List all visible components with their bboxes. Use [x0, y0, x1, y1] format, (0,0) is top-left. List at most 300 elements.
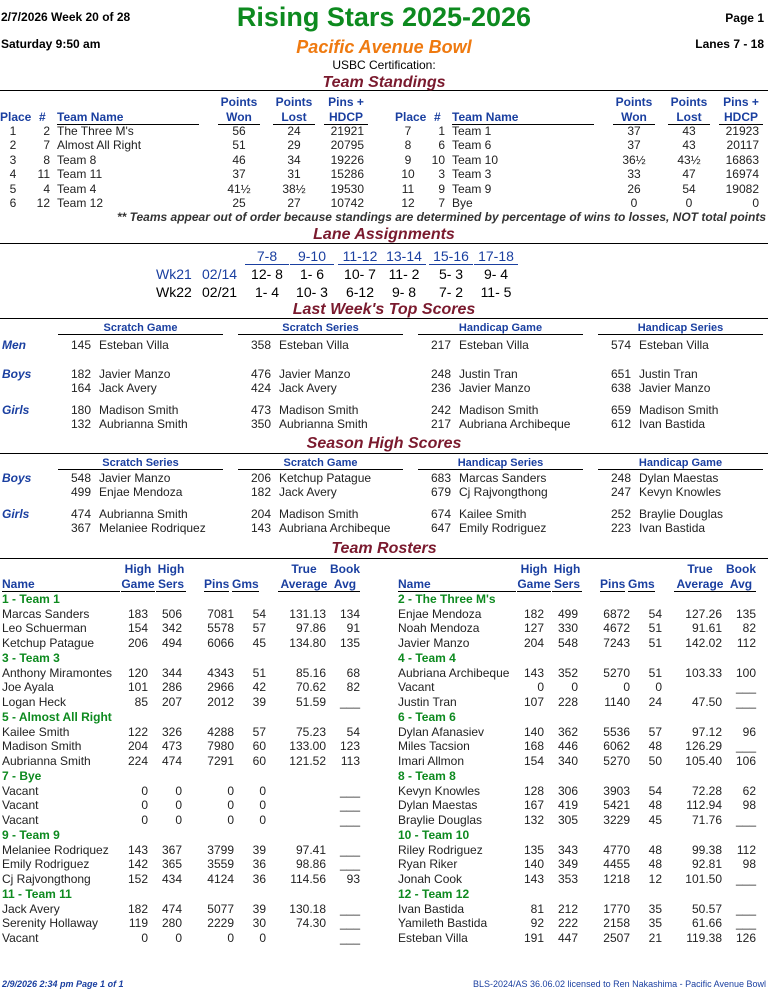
roster-player-name: Ketchup Patague [2, 635, 95, 650]
roster-book-average: ___ [735, 916, 756, 931]
roster-team-name: 2 - The Three M's [398, 592, 496, 606]
roster-player-name: Vacant [2, 930, 39, 945]
roster-book-average: 98 [742, 857, 756, 872]
col-header-book-average: Avg [330, 577, 360, 592]
lane-matchup: 10- 7 [344, 266, 376, 282]
score-value: 164 [70, 381, 91, 396]
lane-matchup: 7- 2 [438, 284, 464, 300]
roster-high-game: 167 [523, 798, 544, 813]
col-header-points-won: Points [615, 95, 653, 109]
roster-pins: 1770 [603, 901, 630, 916]
roster-games: 0 [259, 798, 266, 813]
standing-team-name: Team 8 [57, 152, 97, 167]
score-value: 358 [250, 338, 271, 352]
roster-pins: 4124 [207, 871, 234, 886]
standing-points-won: 37 [232, 167, 246, 182]
roster-player-name: Vacant [398, 680, 435, 695]
col-header-pins-hdcp: Pins + [328, 95, 364, 109]
roster-true-average: 71.76 [691, 812, 722, 827]
score-column-header: Scratch Series [58, 457, 223, 470]
roster-team-name: 5 - Almost All Right [2, 710, 112, 724]
roster-high-series: 474 [161, 753, 182, 768]
roster-pins: 4455 [603, 857, 630, 872]
roster-pins: 2229 [207, 916, 234, 931]
standing-team-name: Almost All Right [57, 138, 142, 153]
roster-pins: 1140 [604, 694, 630, 709]
bowler-name: Justin Tran [639, 367, 698, 381]
roster-true-average: 119.38 [686, 930, 722, 945]
bowler-name: Aubrianna Smith [99, 417, 188, 432]
roster-high-series: 446 [557, 739, 578, 754]
roster-book-average: 112 [736, 635, 756, 650]
roster-book-average: 100 [735, 665, 756, 680]
col-header-team: Team Name [57, 110, 199, 125]
roster-true-average: 103.33 [685, 665, 722, 680]
roster-book-average: 96 [742, 724, 756, 739]
roster-player-name: Serenity Hollaway [2, 916, 99, 931]
score-value: 236 [430, 381, 451, 396]
standing-pins-hdcp: 21923 [725, 124, 759, 138]
lane-matchup: 10- 3 [296, 284, 328, 300]
bowler-name: Madison Smith [279, 403, 359, 417]
score-column-header: Scratch Game [58, 322, 223, 335]
roster-high-series: 473 [161, 739, 182, 754]
roster-book-average: ___ [339, 930, 360, 945]
page-number: Page 1 [725, 11, 764, 25]
bowler-name: Madison Smith [639, 403, 719, 417]
standing-points-lost: 24 [287, 124, 301, 138]
roster-high-series: 286 [161, 680, 182, 695]
roster-pins: 5421 [603, 798, 630, 813]
roster-pins: 2012 [207, 694, 234, 709]
section-title-season: Season High Scores [306, 435, 462, 452]
roster-book-average: ___ [735, 680, 756, 695]
roster-pins: 5270 [603, 753, 630, 768]
roster-games: 60 [252, 753, 266, 768]
standing-points-won: 26 [627, 181, 641, 196]
score-value: 182 [70, 367, 91, 381]
roster-pins: 2507 [603, 930, 630, 945]
roster-book-average: ___ [339, 857, 360, 872]
standing-points-lost: 31 [287, 167, 301, 182]
roster-player-name: Noah Mendoza [398, 621, 480, 636]
roster-true-average: 98.86 [295, 857, 326, 872]
roster-team-name: 4 - Team 4 [398, 651, 456, 665]
roster-high-game: 182 [523, 606, 544, 621]
col-header-pins: Pins [600, 577, 626, 591]
roster-games: 42 [252, 680, 266, 695]
bowler-name: Justin Tran [459, 367, 518, 381]
roster-player-name: Esteban Villa [398, 930, 468, 945]
roster-high-series: 353 [557, 871, 578, 886]
roster-player-name: Dylan Maestas [398, 798, 478, 813]
bowler-name: Ketchup Patague [279, 471, 372, 485]
lane-matchup: 9- 8 [391, 284, 417, 300]
score-value: 647 [430, 521, 451, 536]
roster-high-series: 506 [161, 606, 182, 621]
roster-games: 50 [648, 753, 662, 768]
standing-team-number: 10 [431, 152, 445, 167]
standing-points-won: 36½ [622, 152, 646, 167]
roster-high-series: 349 [557, 857, 578, 872]
bowler-name: Jack Avery [279, 381, 337, 396]
roster-games: 51 [252, 665, 266, 680]
score-column-header: Scratch Series [238, 322, 403, 335]
standing-team-number: 7 [438, 196, 445, 210]
score-column-header: Handicap Game [418, 322, 583, 335]
roster-player-name: Enjae Mendoza [398, 606, 482, 621]
roster-games: 12 [648, 871, 662, 886]
roster-high-game: 224 [127, 753, 148, 768]
roster-high-game: 107 [523, 694, 544, 709]
lane-matchup: 11- 5 [480, 284, 512, 300]
roster-player-name: Logan Heck [2, 694, 67, 709]
score-value: 252 [610, 507, 631, 521]
col-header-games: Gms [232, 577, 259, 591]
roster-high-series: 212 [557, 901, 578, 916]
standing-pins-hdcp: 19226 [330, 152, 364, 167]
standing-place: 2 [9, 138, 17, 153]
roster-true-average: 101.50 [685, 871, 722, 886]
col-header-points-won: Won [613, 110, 655, 125]
standing-pins-hdcp: 16974 [725, 167, 759, 182]
standing-pins-hdcp: 21921 [330, 124, 364, 138]
roster-high-series: 0 [571, 680, 578, 695]
standing-place: 8 [404, 138, 412, 153]
bowler-name: Madison Smith [99, 403, 179, 417]
roster-team-name: 1 - Team 1 [2, 592, 60, 606]
score-value: 612 [610, 417, 631, 432]
roster-games: 51 [648, 635, 662, 650]
lane-week: Wk21 [156, 266, 192, 282]
lane-matchup: 9- 4 [483, 266, 509, 282]
roster-true-average: 134.80 [289, 635, 326, 650]
lane-matchup: 1- 4 [254, 284, 280, 300]
roster-high-game: 127 [523, 621, 544, 636]
standing-team-name: Team 6 [452, 138, 492, 153]
roster-pins: 0 [227, 783, 234, 798]
roster-player-name: Yamileth Bastida [398, 916, 488, 931]
roster-pins: 7243 [603, 635, 630, 650]
lane-matchup: 11- 2 [388, 266, 420, 282]
standing-points-lost: 43½ [677, 152, 701, 167]
footer-print-info: 2/9/2026 2:34 pm Page 1 of 1 [2, 979, 124, 989]
roster-book-average: ___ [339, 901, 360, 916]
standing-points-lost: 47 [682, 167, 696, 182]
roster-player-name: Miles Tacsion [398, 739, 470, 754]
roster-book-average: ___ [339, 916, 360, 931]
standing-place: 1 [9, 124, 17, 138]
roster-book-average: 106 [735, 753, 756, 768]
roster-player-name: Vacant [2, 798, 39, 813]
standing-points-lost: 29 [287, 138, 301, 153]
roster-book-average: 134 [339, 606, 360, 621]
col-header-high-game: High [520, 562, 548, 576]
roster-player-name: Justin Tran [398, 694, 457, 709]
roster-games: 39 [252, 901, 266, 916]
standing-pins-hdcp: 19082 [725, 181, 759, 196]
usbc-certification: USBC Certification: [332, 58, 436, 72]
roster-true-average: 91.61 [691, 621, 722, 636]
roster-player-name: Emily Rodriguez [2, 857, 90, 872]
roster-high-game: 204 [523, 635, 544, 650]
col-header-high-game: High [124, 562, 152, 576]
roster-player-name: Jonah Cook [398, 871, 463, 886]
roster-true-average: 121.52 [289, 753, 326, 768]
roster-player-name: Dylan Afanasiev [398, 724, 485, 739]
bowler-name: Dylan Maestas [639, 471, 719, 485]
roster-high-series: 0 [175, 798, 182, 813]
roster-player-name: Kailee Smith [2, 724, 70, 739]
roster-true-average: 130.18 [289, 901, 326, 916]
roster-high-series: 419 [557, 798, 578, 813]
col-header-pins: Pins [204, 577, 230, 591]
roster-book-average: 135 [339, 635, 360, 650]
roster-high-game: 0 [141, 812, 148, 827]
roster-true-average: 50.57 [691, 901, 722, 916]
roster-player-name: Ivan Bastida [398, 901, 465, 916]
roster-high-game: 81 [530, 901, 544, 916]
standing-points-won: 33 [627, 167, 641, 182]
roster-book-average: 62 [742, 783, 756, 798]
standing-points-lost: 43 [682, 124, 696, 138]
bowler-name: Enjae Mendoza [99, 485, 183, 500]
roster-book-average: ___ [339, 798, 360, 813]
col-header-high-series: High [553, 562, 581, 576]
roster-pins: 3903 [603, 783, 630, 798]
roster-book-average: 123 [339, 739, 360, 754]
roster-pins: 7980 [207, 739, 234, 754]
roster-player-name: Madison Smith [2, 739, 82, 754]
roster-player-name: Kevyn Knowles [398, 783, 481, 798]
bowler-name: Emily Rodriguez [459, 521, 547, 536]
bowler-name: Melaniee Rodriquez [99, 521, 206, 536]
roster-games: 0 [259, 812, 266, 827]
standing-place: 4 [9, 167, 17, 182]
col-header-true-average: Average [674, 577, 726, 592]
roster-book-average: 82 [742, 621, 756, 636]
roster-games: 54 [648, 606, 662, 621]
col-header-points-lost: Points [670, 95, 708, 109]
roster-book-average: ___ [339, 842, 360, 857]
roster-high-series: 222 [557, 916, 578, 931]
bowl-name: Pacific Avenue Bowl [296, 37, 472, 57]
roster-high-game: 183 [127, 606, 148, 621]
roster-book-average: ___ [339, 783, 360, 798]
roster-games: 45 [648, 812, 662, 827]
lane-pair-header: 15-16 [429, 248, 473, 265]
score-value: 143 [250, 521, 271, 536]
roster-pins: 2966 [207, 680, 234, 695]
standing-points-won: 37 [627, 138, 641, 153]
roster-high-game: 92 [530, 916, 544, 931]
section-title-standings: Team Standings [322, 74, 446, 91]
roster-pins: 4770 [603, 842, 630, 857]
score-column-header: Scratch Game [238, 457, 403, 470]
roster-games: 21 [648, 930, 662, 945]
roster-high-game: 132 [523, 812, 544, 827]
score-column-header: Handicap Series [418, 457, 583, 470]
score-category-boys: Boys [2, 471, 32, 485]
roster-team-name: 3 - Team 3 [2, 651, 60, 665]
bowler-name: Javier Manzo [639, 381, 711, 396]
roster-book-average: ___ [339, 812, 360, 827]
score-column-header: Handicap Game [598, 457, 763, 470]
score-value: 474 [70, 507, 91, 521]
roster-book-average: 93 [346, 871, 360, 886]
roster-true-average: 142.02 [685, 635, 722, 650]
standing-points-won: 37 [627, 124, 641, 138]
standing-pins-hdcp: 0 [752, 196, 759, 210]
roster-high-series: 494 [161, 635, 182, 650]
roster-team-name: 7 - Bye [2, 769, 42, 783]
lane-date: 02/14 [202, 266, 238, 282]
col-header-number: # [39, 110, 46, 124]
roster-high-game: 168 [523, 739, 544, 754]
standing-team-name: Team 10 [452, 152, 499, 167]
bowler-name: Marcas Sanders [459, 471, 547, 485]
roster-high-game: 140 [523, 857, 544, 872]
standing-team-name: Team 9 [452, 181, 492, 196]
col-header-place: Place [0, 110, 32, 124]
roster-pins: 2158 [603, 916, 630, 931]
roster-high-game: 206 [127, 635, 148, 650]
roster-pins: 4672 [603, 621, 630, 636]
roster-games: 57 [648, 724, 662, 739]
col-header-high-series: Sers [553, 577, 581, 591]
roster-book-average: 126 [735, 930, 756, 945]
lane-pair-header: 17-18 [474, 248, 518, 265]
roster-pins: 4288 [207, 724, 234, 739]
roster-player-name: Aubrianna Smith [2, 753, 91, 768]
roster-high-series: 434 [161, 871, 182, 886]
roster-games: 51 [648, 621, 662, 636]
standings-note: ** Teams appear out of order because standings are determined by percentage of wins to losses, NOT total points [116, 210, 766, 224]
col-header-points-lost: Lost [273, 110, 315, 125]
score-value: 204 [250, 507, 271, 521]
roster-team-name: 11 - Team 11 [2, 887, 72, 901]
roster-book-average: 112 [736, 842, 756, 857]
roster-pins: 0 [227, 930, 234, 945]
roster-pins: 7291 [207, 753, 234, 768]
roster-true-average: 61.66 [691, 916, 722, 931]
roster-book-average: 54 [346, 724, 360, 739]
bowler-name: Esteban Villa [459, 338, 529, 352]
score-value: 367 [70, 521, 91, 536]
bowler-name: Cj Rajvongthong [459, 485, 548, 500]
roster-true-average: 70.62 [295, 680, 326, 695]
score-category-girls: Girls [2, 507, 30, 521]
bowler-name: Aubrianna Smith [99, 507, 188, 521]
roster-high-game: 101 [127, 680, 148, 695]
standing-points-won: 25 [232, 196, 246, 210]
roster-high-series: 352 [557, 665, 578, 680]
roster-games: 0 [259, 930, 266, 945]
roster-high-series: 342 [161, 621, 182, 636]
roster-pins: 3559 [207, 857, 234, 872]
roster-high-game: 0 [141, 930, 148, 945]
roster-book-average: 91 [346, 621, 360, 636]
roster-high-series: 330 [557, 621, 578, 636]
score-value: 132 [70, 417, 91, 432]
roster-games: 57 [252, 621, 266, 636]
standing-place: 12 [401, 196, 415, 210]
roster-high-series: 326 [161, 724, 182, 739]
roster-high-game: 143 [523, 871, 544, 886]
col-header-name: Name [2, 577, 120, 592]
roster-true-average: 74.30 [295, 916, 326, 931]
col-header-points-lost: Points [275, 95, 313, 109]
roster-player-name: Melaniee Rodriquez [2, 842, 109, 857]
bowler-name: Esteban Villa [279, 338, 349, 352]
standing-team-number: 6 [438, 138, 445, 153]
roster-pins: 6066 [207, 635, 234, 650]
roster-true-average: 131.13 [289, 606, 326, 621]
roster-true-average: 92.81 [691, 857, 722, 872]
standing-place: 11 [401, 181, 415, 196]
roster-true-average: 47.50 [691, 694, 722, 709]
roster-book-average: ___ [735, 901, 756, 916]
standing-team-number: 4 [43, 181, 50, 196]
roster-high-game: 154 [127, 621, 148, 636]
roster-pins: 6872 [603, 606, 630, 621]
standing-place: 9 [404, 152, 412, 167]
roster-true-average: 85.16 [295, 665, 326, 680]
roster-high-game: 204 [127, 739, 148, 754]
roster-high-game: 119 [128, 916, 148, 931]
roster-high-series: 447 [557, 930, 578, 945]
score-value: 499 [70, 485, 91, 500]
standing-pins-hdcp: 19530 [330, 181, 364, 196]
roster-games: 0 [259, 783, 266, 798]
roster-games: 45 [252, 635, 266, 650]
roster-high-game: 154 [523, 753, 544, 768]
score-value: 548 [70, 471, 91, 485]
standing-team-number: 12 [36, 196, 50, 210]
roster-pins: 5077 [207, 901, 234, 916]
lanes-range: Lanes 7 - 18 [695, 37, 764, 51]
standing-place: 10 [401, 167, 415, 182]
roster-games: 54 [252, 606, 266, 621]
bowler-name: Javier Manzo [99, 471, 171, 485]
standing-place: 5 [9, 181, 17, 196]
score-column-header: Handicap Series [598, 322, 763, 335]
standing-place: 3 [9, 152, 17, 167]
standing-pins-hdcp: 20117 [726, 138, 759, 153]
score-value: 247 [610, 485, 631, 500]
roster-pins: 3229 [603, 812, 630, 827]
standing-points-lost: 27 [287, 196, 301, 210]
roster-high-series: 362 [557, 724, 578, 739]
roster-true-average: 112.94 [686, 798, 722, 813]
col-header-high-series: High [157, 562, 185, 576]
roster-high-series: 0 [175, 783, 182, 798]
score-value: 651 [610, 367, 631, 381]
score-value: 180 [70, 403, 91, 417]
bowler-name: Madison Smith [279, 507, 359, 521]
roster-player-name: Jack Avery [2, 901, 60, 916]
roster-true-average: 97.41 [295, 842, 326, 857]
lane-pair-header: 9-10 [290, 248, 334, 265]
roster-high-game: 142 [127, 857, 148, 872]
roster-high-game: 182 [127, 901, 148, 916]
roster-games: 39 [252, 842, 266, 857]
col-header-book-average: Book [330, 562, 360, 576]
roster-games: 57 [252, 724, 266, 739]
standing-team-number: 8 [43, 152, 50, 167]
col-header-points-won: Won [218, 110, 260, 125]
roster-pins: 1218 [603, 871, 630, 886]
